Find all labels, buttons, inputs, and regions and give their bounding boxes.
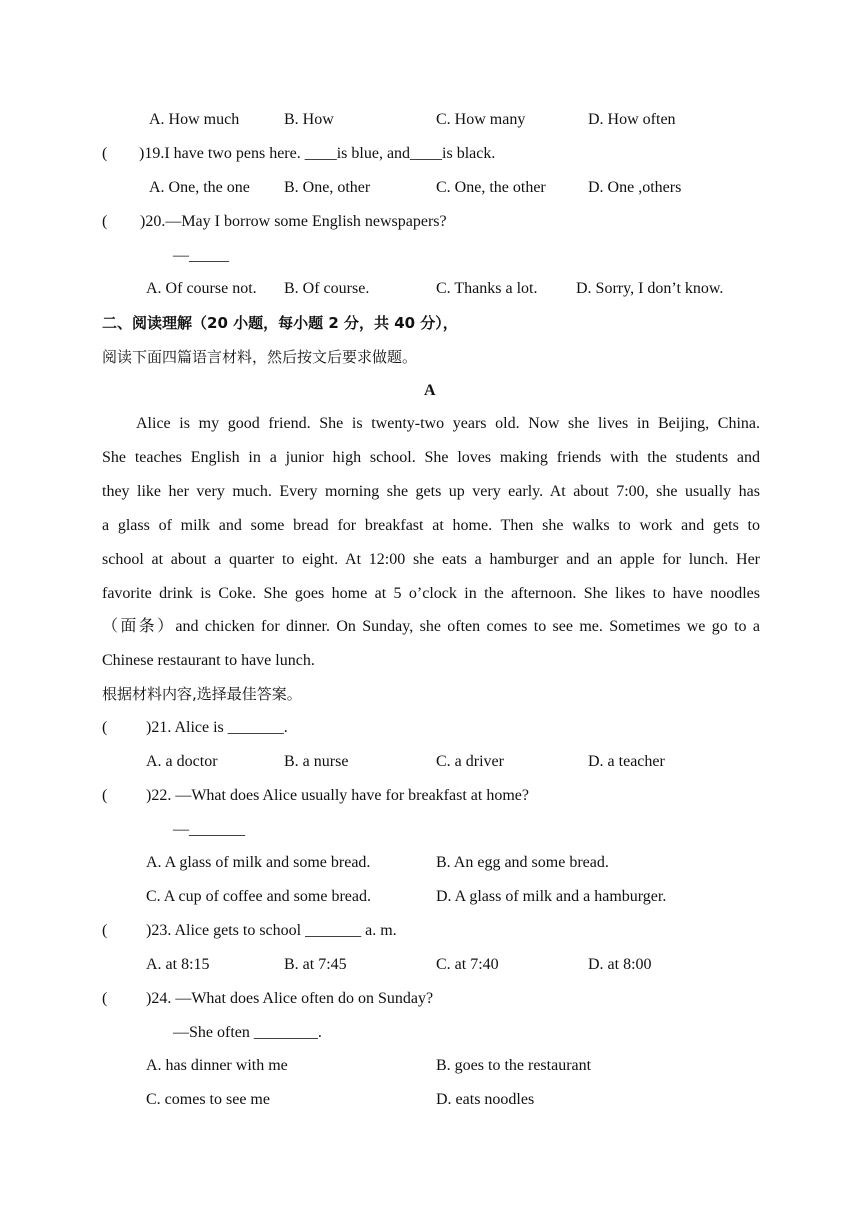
question-21 [102,718,288,738]
question-20-stem: )20.—May I borrow some English newspapers? [140,213,447,230]
question-22-stem: )22. —What does Alice usually have for breakfast at home? [146,787,529,804]
q21-option-b: B. a nurse [284,753,349,770]
question-19 [102,144,495,164]
q23-option-a: A. at 8:15 [146,956,210,973]
passage-line: （面条）and chicken for dinner. On Sunday, she often comes to see me. Sometimes we go to a [102,618,760,636]
q21-option-d: D. a teacher [588,753,665,770]
q19-option-c: C. One, the other [436,179,546,196]
question-23-stem: )23. Alice gets to school _______ a. m. [146,922,397,939]
q21-option-a: A. a doctor [146,753,218,770]
question-23 [102,921,397,941]
passage-line: favorite drink is Coke. She goes home at 5 o’clock in the afternoon. She likes to have noodles [102,584,760,602]
q24-option-a: A. has dinner with me [146,1057,288,1074]
q19-option-b: B. One, other [284,179,371,196]
q20-option-a: A. Of course not. [146,280,257,297]
section-heading: 二、阅读理解（20 小题，每小题 2 分，共 40 分）， [102,314,458,332]
answer-paren: ( [102,213,108,230]
answer-paren: ( [102,719,108,736]
question-21-stem: )21. Alice is _______. [146,719,288,736]
passage-line: Chinese restaurant to have lunch. [102,652,315,670]
q24-option-b: B. goes to the restaurant [436,1057,592,1074]
section-instruction: 阅读下面四篇语言材料，然后按文后要求做题。 [102,348,418,366]
q24-option-d: D. eats noodles [436,1091,535,1108]
q22-option-b: B. An egg and some bread. [436,854,609,871]
question-22-reply: —_______ [173,821,245,838]
passage-line: She teaches English in a junior high school. She loves making friends with the students and [102,448,760,466]
q21-option-c: C. a driver [436,753,504,770]
answer-paren: ( [102,787,108,804]
answer-paren: ( [102,145,108,162]
question-24 [102,989,433,1009]
passage-line: Alice is my good friend. She is twenty-two years old. Now she lives in Beijing, China. [136,415,760,432]
passage-text [102,407,760,678]
q19-option-d: D. One ,others [588,179,682,196]
passage-label: A [424,382,436,399]
question-20-reply: —_____ [173,247,229,264]
q24-option-c: C. comes to see me [146,1091,270,1108]
passage-line: school at about a quarter to eight. At 12:00 she eats a hamburger and an apple for lunch. Her [102,550,760,568]
question-22 [102,786,529,806]
q23-option-c: C. at 7:40 [436,956,499,973]
q20-option-d: D. Sorry, I don’t know. [576,280,724,297]
q23-option-b: B. at 7:45 [284,956,347,973]
q20-option-c: C. Thanks a lot. [436,280,538,297]
q22-option-a: A. A glass of milk and some bread. [146,854,371,871]
q22-option-c: C. A cup of coffee and some bread. [146,888,371,905]
question-20 [102,212,447,232]
passage-line: a glass of milk and some bread for breakfast at home. Then she walks to work and gets to [102,516,760,534]
q18-option-b: B. How [284,111,334,128]
q20-option-b: B. Of course. [284,280,370,297]
question-24-reply: —She often ________. [173,1024,322,1041]
question-19-stem: )19.I have two pens here. ____is blue, and____is black. [139,145,496,162]
q23-option-d: D. at 8:00 [588,956,652,973]
q19-option-a: A. One, the one [149,179,250,196]
task-instruction: 根据材料内容,选择最佳答案。 [102,685,302,703]
question-24-stem: )24. —What does Alice often do on Sunday? [146,990,434,1007]
answer-paren: ( [102,922,108,939]
q18-option-c: C. How many [436,111,526,128]
q18-option-d: D. How often [588,111,676,128]
q22-option-d: D. A glass of milk and a hamburger. [436,888,667,905]
q18-option-a: A. How much [149,111,240,128]
answer-paren: ( [102,990,108,1007]
passage-line: they like her very much. Every morning she gets up very early. At about 7:00, she usually has [102,482,760,500]
